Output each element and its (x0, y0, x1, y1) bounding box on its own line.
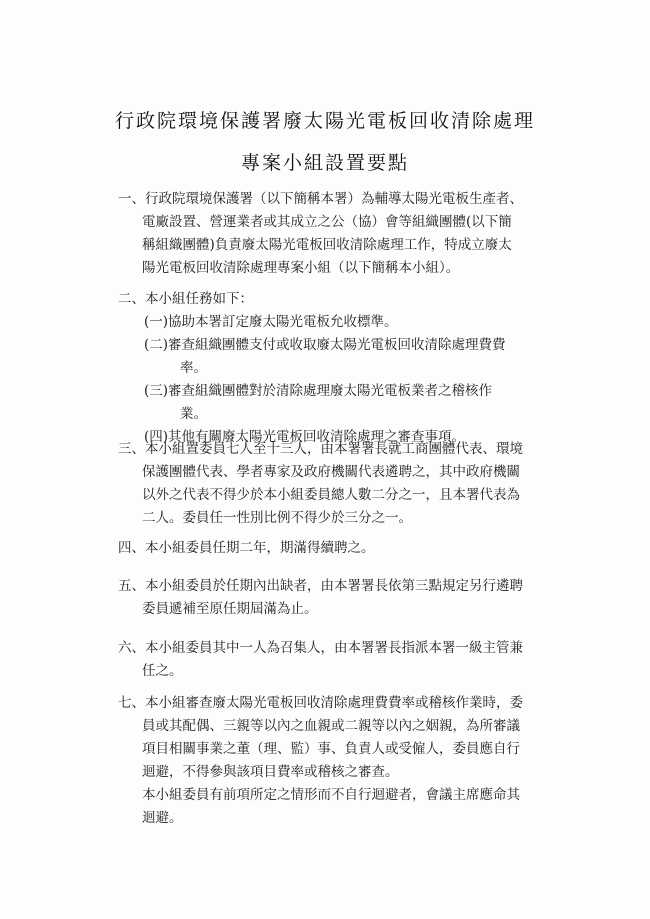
article-1-line: 稱組織團體)負責廢太陽光電板回收清除處理工作，特成立廢太 (142, 237, 512, 253)
article-4 (118, 537, 375, 560)
article-5-line: 五、本小組委員於任期內出缺者，由本署署長依第三點規定另行遴聘 (118, 578, 523, 594)
article-6 (118, 637, 523, 683)
article-2 (118, 288, 506, 449)
article-1-line: 一、行政院環境保護署（以下簡稱本署）為輔導太陽光電板生產者、 (118, 191, 523, 207)
article-7-line: 員或其配偶、三親等以內之血親或二親等以內之姻親，為所審議 (142, 718, 520, 734)
article-3-line: 二人。委員任一性別比例不得少於三分之一。 (142, 510, 412, 526)
article-6-line: 任之。 (142, 663, 183, 679)
article-2-item-cont: 業。 (180, 406, 207, 422)
article-2-item: (四)其他有關廢太陽光電板回收清除處理之審查事項。 (144, 429, 466, 445)
article-2-item: (三)審查組織團體對於清除處理廢太陽光電板業者之稽核作 (144, 383, 493, 399)
article-3-line: 保護團體代表、學者專家及政府機關代表遴聘之，其中政府機關 (142, 464, 520, 480)
article-3-line: 以外之代表不得少於本小組委員總人數二分之一，且本署代表為 (142, 487, 520, 503)
article-5 (118, 575, 523, 621)
article-6-line: 六、本小組委員其中一人為召集人，由本署署長指派本署一級主管兼 (118, 640, 523, 656)
article-7 (118, 692, 523, 830)
article-2-heading: 二、本小組任務如下： (118, 291, 253, 307)
document-title: 行政院環境保護署廢太陽光電板回收清除處理 (114, 110, 535, 132)
article-7-paragraph-2-line: 迴避。 (142, 810, 183, 826)
document-subtitle: 專案小組設置要點 (240, 152, 409, 174)
article-2-item: (二)審查組織團體支付或收取廢太陽光電板回收清除處理費費 (144, 337, 506, 353)
article-1-line: 電廠設置、營運業者或其成立之公（協）會等組織團體(以下簡 (142, 214, 512, 230)
article-7-line: 迴避，不得參與該項目費率或稽核之審查。 (142, 764, 399, 780)
article-1-line: 陽光電板回收清除處理專案小組（以下簡稱本小組）。 (142, 260, 460, 276)
article-3 (118, 438, 523, 530)
article-5-line: 委員遞補至原任期屆滿為止。 (142, 601, 318, 617)
article-4-line: 四、本小組委員任期二年，期滿得續聘之。 (118, 540, 375, 556)
article-2-item-cont: 率。 (180, 360, 207, 376)
article-7-paragraph-2-line: 本小組委員有前項所定之情形而不自行迴避者，會議主席應命其 (142, 787, 520, 803)
article-7-line: 項目相關事業之董（理、監）事、負責人或受僱人，委員應自行 (142, 741, 520, 757)
article-3-line: 三、本小組置委員七人至十三人，由本署署長就工商團體代表、環境 (118, 441, 523, 457)
article-7-line: 七、本小組審查廢太陽光電板回收清除處理費費率或稽核作業時，委 (118, 695, 523, 711)
article-2-item: (一)協助本署訂定廢太陽光電板允收標準。 (144, 314, 398, 330)
article-1 (118, 188, 523, 280)
